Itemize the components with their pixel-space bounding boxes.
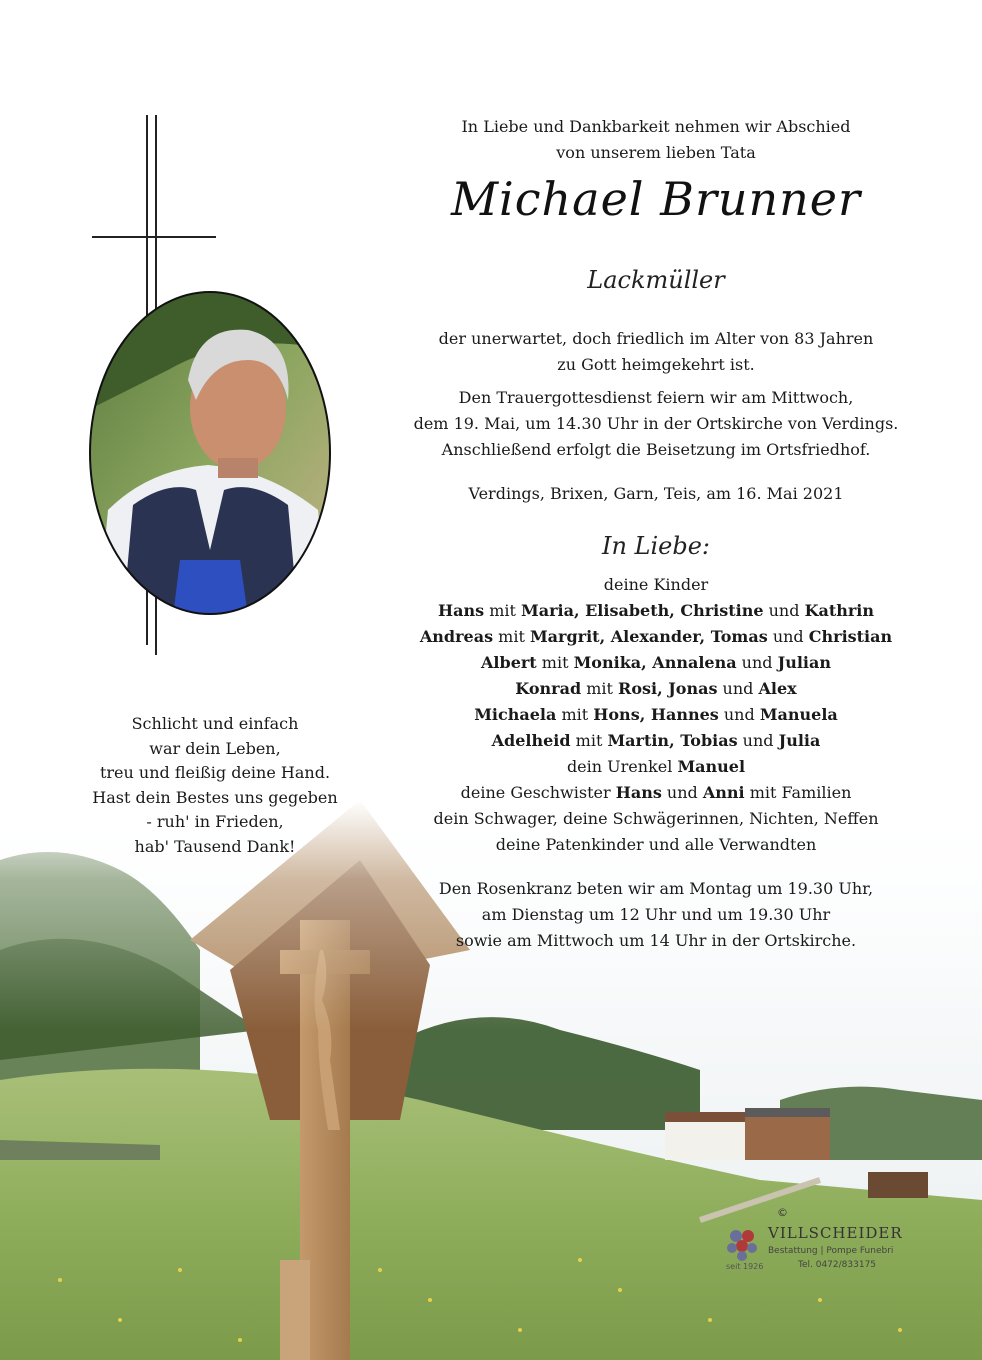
poem-line: Schlicht und einfach <box>131 714 299 733</box>
family-line: Konrad mit Rosi, Jonas und Alex <box>515 679 797 698</box>
logo-phone: Tel. 0472/833175 <box>798 1260 877 1270</box>
service-line: dem 19. Mai, um 14.30 Uhr in der Ortskirche von Verdings. <box>413 414 899 433</box>
rosary-line: Den Rosenkranz beten wir am Montag um 19.30 Uhr, <box>438 879 874 898</box>
death-line: der unerwartet, doch friedlich im Alter von 83 Jahren <box>438 329 874 348</box>
deceased-nickname: Lackmüller <box>587 266 725 294</box>
poem-line: Hast dein Bestes uns gegeben <box>92 787 338 807</box>
poem-line: hab' Tausend Dank! <box>134 836 296 856</box>
logo-since: seit 1926 <box>726 1262 764 1271</box>
copyright-mark: © <box>777 1206 788 1219</box>
family-line: Albert mit Monika, Annalena und Julian <box>481 653 831 672</box>
memorial-poem <box>90 712 340 859</box>
poem-line: treu und fleißig deine Hand. <box>99 763 331 782</box>
family-list <box>400 572 912 858</box>
rosary-line: sowie am Mittwoch um 14 Uhr in der Ortskirche. <box>455 931 857 950</box>
funeral-service <box>400 385 912 463</box>
logo-subtitle: Bestattung | Pompe Funebri <box>768 1246 894 1256</box>
death-notice <box>400 326 912 378</box>
poem-line: - ruh' in Frieden, <box>146 812 284 831</box>
family-line: Hans mit Maria, Elisabeth, Christine und Kathrin <box>438 601 874 620</box>
paten-line: deine Patenkinder und alle Verwandten <box>495 835 817 854</box>
intro-text <box>400 114 912 166</box>
in-liebe-heading: In Liebe: <box>601 532 711 560</box>
place-date <box>400 481 912 507</box>
deceased-name: Michael Brunner <box>450 172 862 226</box>
poem-line: war dein Leben, <box>149 738 281 758</box>
grape-emblem-icon <box>722 1224 762 1264</box>
urenkel-line: dein Urenkel Manuel <box>566 757 746 776</box>
geschwister-line: deine Geschwister Hans und Anni mit Familien <box>460 783 852 802</box>
funeral-home-logo <box>720 1206 910 1280</box>
family-line: Andreas mit Margrit, Alexander, Tomas und Christian <box>419 627 893 646</box>
intro-line: von unserem lieben Tata <box>556 143 756 162</box>
service-line: Anschließend erfolgt die Beisetzung im Ortsfriedhof. <box>441 440 871 459</box>
death-line: zu Gott heimgekehrt ist. <box>557 355 755 374</box>
rosary-times <box>400 876 912 954</box>
service-line: Den Trauergottesdienst feiern wir am Mittwoch, <box>458 388 854 407</box>
family-line: Adelheid mit Martin, Tobias und Julia <box>491 731 821 750</box>
intro-line: In Liebe und Dankbarkeit nehmen wir Abschied <box>461 117 851 136</box>
rosary-line: am Dienstag um 12 Uhr und um 19.30 Uhr <box>481 905 831 924</box>
schwager-line: dein Schwager, deine Schwägerinnen, Nichten, Neffen <box>433 809 879 828</box>
place-date-line: Verdings, Brixen, Garn, Teis, am 16. Mai 2021 <box>468 484 844 503</box>
portrait-photo <box>88 290 332 616</box>
family-line: Michaela mit Hons, Hannes und Manuela <box>474 705 838 724</box>
logo-brand: VILLSCHEIDER <box>768 1224 903 1242</box>
kinder-label: deine Kinder <box>603 575 709 594</box>
